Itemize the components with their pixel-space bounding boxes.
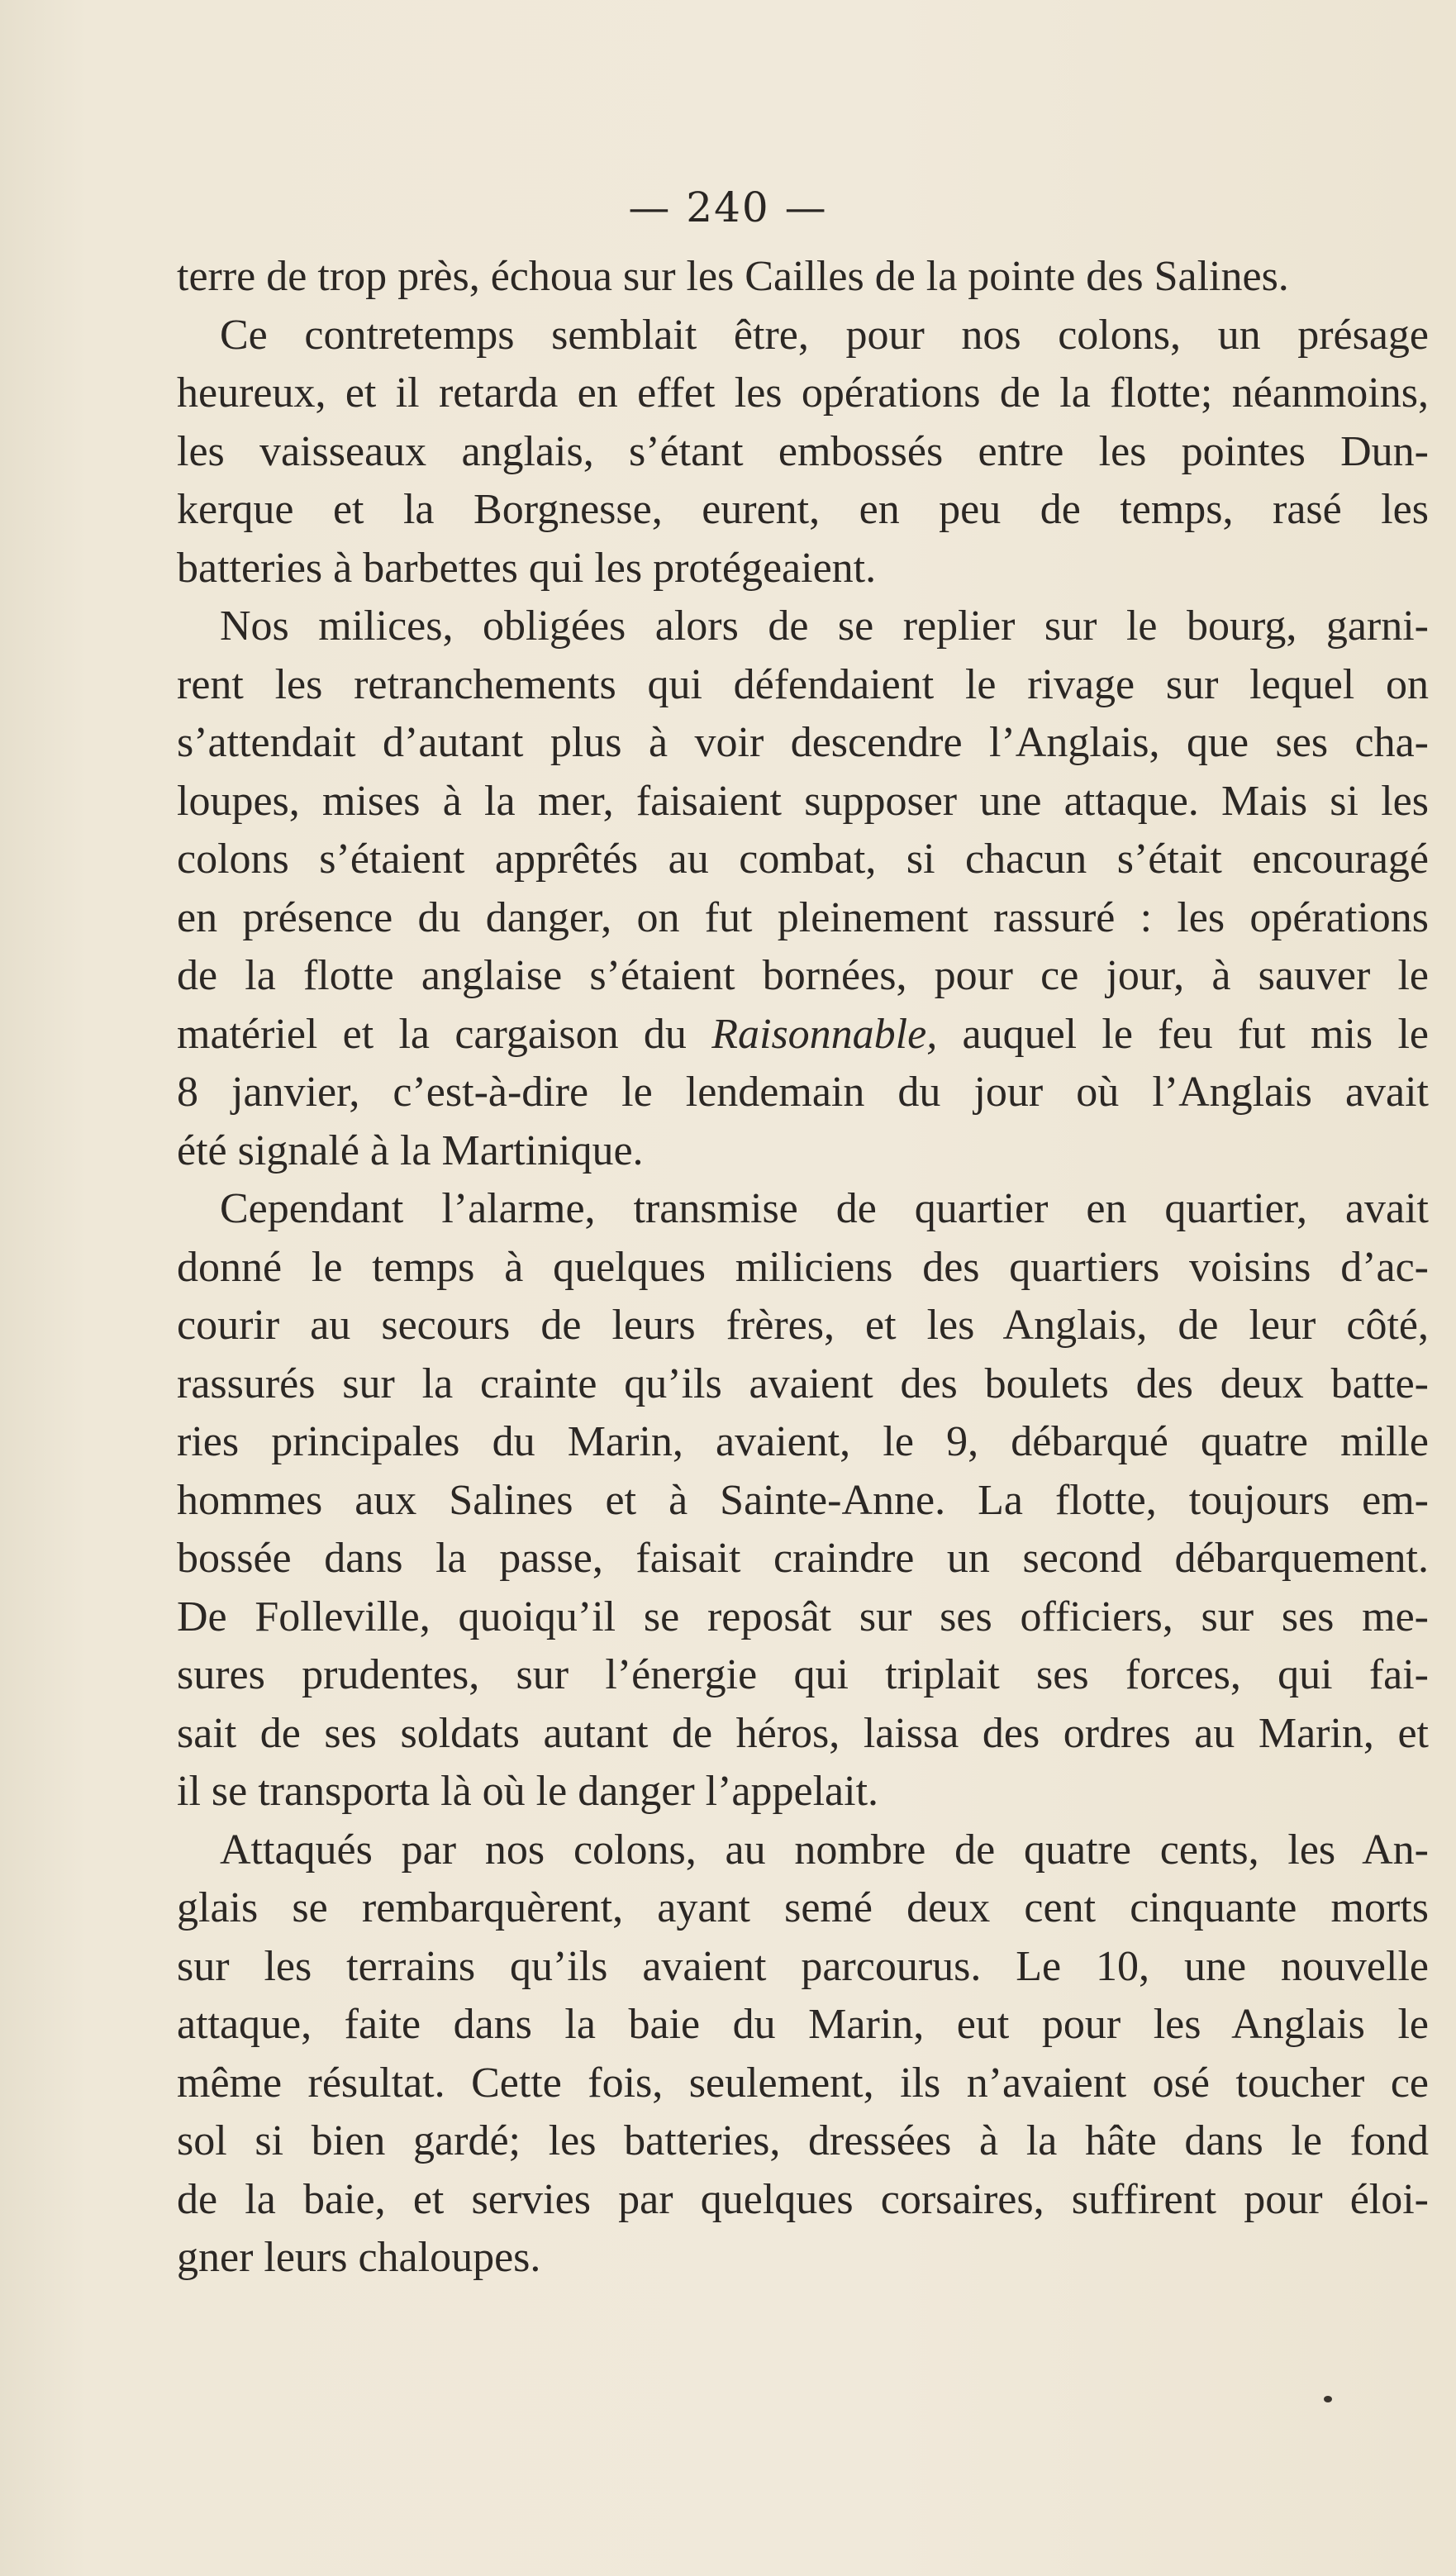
line-text: en présence du danger, on fut pleinement rassuré : les opérations [177, 893, 1429, 941]
line-text: de la flotte anglaise s’étaient bornées, pour ce jour, à sauver le [177, 952, 1429, 999]
text-line [177, 1588, 1429, 1647]
line-text: sait de ses soldats autant de héros, laissa des ordres au Marin, et [177, 1709, 1429, 1757]
text-line [177, 1646, 1429, 1705]
text-line [177, 1413, 1429, 1472]
text-line [177, 1763, 1429, 1821]
line-text: terre de trop près, échoua sur les Cailles de la pointe des Salines. [177, 253, 1289, 300]
ship-name-italic: Raisonnable, [711, 1010, 938, 1058]
line-text: Cependant l’alarme, transmise de quartier en quartier, avait [220, 1185, 1429, 1232]
line-text: Attaqués par nos colons, au nombre de quatre cents, les An- [220, 1826, 1429, 1874]
text-line [177, 1180, 1429, 1239]
line-text: sur les terrains qu’ils avaient parcourus. Le 10, une nouvelle [177, 1942, 1429, 1990]
text-line [177, 1122, 1429, 1181]
text-line [177, 307, 1429, 365]
text-line [177, 1996, 1429, 2055]
line-text: hommes aux Salines et à Sainte-Anne. La flotte, toujours em- [177, 1476, 1429, 1524]
line-text: Ce contretemps semblait être, pour nos colons, un présage [220, 311, 1429, 359]
line-text: courir au secours de leurs frères, et les Anglais, de leur côté, [177, 1302, 1429, 1349]
text-line [177, 947, 1429, 1006]
line-text: matériel et la cargaison du [177, 1010, 712, 1058]
text-line [177, 773, 1429, 831]
line-text: 8 janvier, c’est-à-dire le lendemain du jour où l’Anglais avait [177, 1069, 1429, 1116]
text-line [177, 364, 1429, 423]
line-text: glais se rembarquèrent, ayant semé deux cent cinquante morts [177, 1884, 1429, 1931]
text-line [177, 423, 1429, 482]
text-line [177, 1355, 1429, 1414]
line-text: rent les retranchements qui défendaient le rivage sur lequel on [177, 660, 1429, 708]
line-text: loupes, mises à la mer, faisaient supposer une attaque. Mais si les [177, 777, 1429, 825]
line-text: kerque et la Borgnesse, eurent, en peu de temps, rasé les [177, 486, 1429, 533]
text-line [177, 540, 1429, 598]
line-text: batteries à barbettes qui les protégeaient. [177, 544, 877, 592]
line-text: s’attendait d’autant plus à voir descendre l’Anglais, que ses cha- [177, 719, 1429, 766]
line-text: heureux, et il retarda en effet les opérations de la flotte; néanmoins, [177, 369, 1429, 417]
line-text: colons s’étaient apprêtés au combat, si chacun s’était encouragé [177, 836, 1429, 883]
line-text: donné le temps à quelques miliciens des quartiers voisins d’ac- [177, 1243, 1429, 1291]
line-text: été signalé à la Martinique. [177, 1126, 644, 1174]
line-text: rassurés sur la crainte qu’ils avaient des boulets des deux batte- [177, 1359, 1429, 1407]
text-line [177, 2171, 1429, 2230]
text-line [177, 1821, 1429, 1880]
text-line [177, 889, 1429, 948]
text-line [177, 481, 1429, 540]
line-text: il se transporta là où le danger l’appelait. [177, 1768, 879, 1815]
text-line [177, 1006, 1429, 1064]
line-text: De Folleville, quoiqu’il se reposât sur ses officiers, sur ses me- [177, 1593, 1429, 1640]
text-line [177, 1705, 1429, 1764]
line-text: bossée dans la passe, faisait craindre un second débarquement. [177, 1535, 1429, 1582]
line-text: sures prudentes, sur l’énergie qui triplait ses forces, qui fai- [177, 1651, 1429, 1698]
line-text: ries principales du Marin, avaient, le 9, débarqué quatre mille [177, 1418, 1429, 1465]
body-text [177, 248, 1429, 2288]
text-line [177, 714, 1429, 773]
line-text: les vaisseaux anglais, s’étant embossés entre les pointes Dun- [177, 427, 1429, 475]
text-line [177, 1064, 1429, 1122]
line-text: de la baie, et servies par quelques corsaires, suffirent pour éloi- [177, 2175, 1429, 2223]
line-text-after: auquel le feu fut mis le [937, 1010, 1429, 1058]
line-text: attaque, faite dans la baie du Marin, eut pour les Anglais le [177, 2001, 1429, 2048]
text-line [177, 2229, 1429, 2288]
text-line [177, 1297, 1429, 1355]
text-line [177, 1530, 1429, 1588]
text-line [177, 1879, 1429, 1938]
line-text: Nos milices, obligées alors de se replier sur le bourg, garni- [220, 602, 1429, 650]
line-text: gner leurs chaloupes. [177, 2234, 541, 2281]
text-line [177, 1239, 1429, 1298]
text-line [177, 656, 1429, 715]
ink-speck [1324, 2396, 1332, 2402]
text-line [177, 248, 1429, 307]
line-text: sol si bien gardé; les batteries, dressées à la hâte dans le fond [177, 2117, 1429, 2164]
text-line [177, 598, 1429, 656]
page-number: — 240 — [628, 183, 828, 231]
text-line [177, 1938, 1429, 1997]
text-line [177, 2112, 1429, 2171]
text-line [177, 1472, 1429, 1531]
line-text: même résultat. Cette fois, seulement, ils n’avaient osé toucher ce [177, 2059, 1429, 2107]
text-line [177, 831, 1429, 889]
text-line [177, 2055, 1429, 2113]
